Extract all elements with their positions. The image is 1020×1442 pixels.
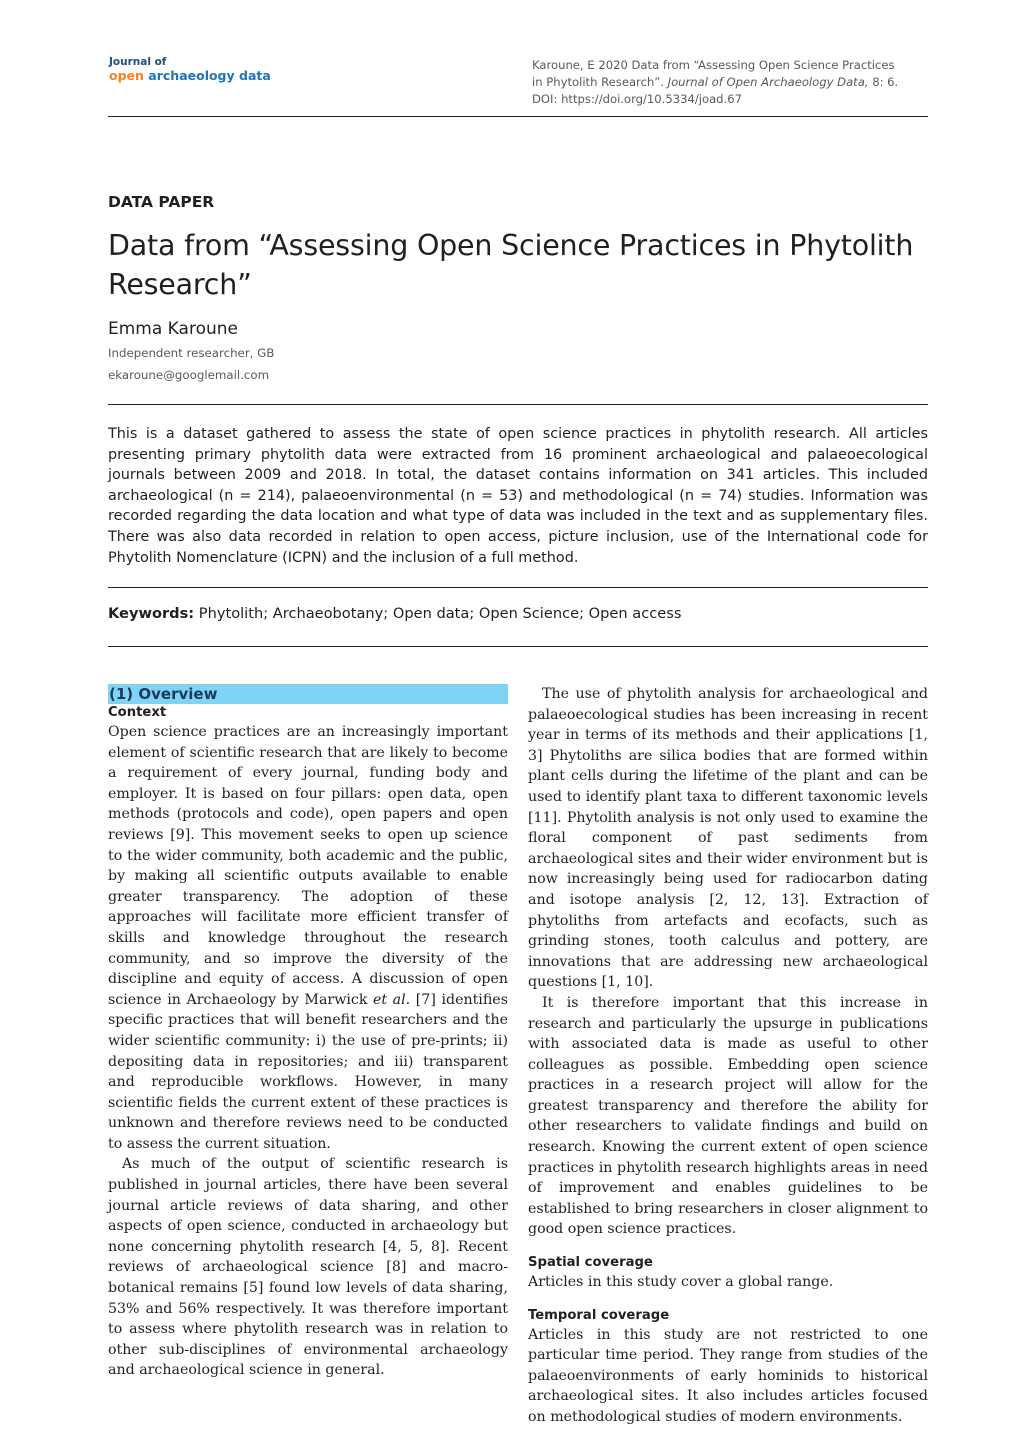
spatial-coverage-text: Articles in this study cover a global range. bbox=[528, 1274, 834, 1291]
logo-line2 bbox=[109, 69, 271, 82]
context-paragraph-2: As much of the output of scientific research is published in journal articles, there have been several journal article reviews of data sharing, and other aspects of open science, conducted in archaeology but none concerning phytolith research [4, 5, 8]. Recent reviews of archaeological science [8] and macro-botanical remains [5] found low levels of data sharing, 53% and 56% respectively. It was therefore important to assess where phytolith research was in relation to other sub-disciplines of environmental archaeology and archaeological science in general. bbox=[108, 1156, 508, 1379]
context-p1-b: [7] identifies specific practices that will benefit researchers and the wider scientific community: i) the use of pre-prints; ii) depositing data in repositories; and iii) transparent and reproducible workflows. However, in many scientific fields the current extent of these practices is unknown and therefore reviews need to be conducted to assess the current situation. bbox=[108, 991, 508, 1152]
paper-title: Data from “Assessing Open Science Practices in Phytolith Research” bbox=[108, 229, 914, 301]
context-p1-etal: et al. bbox=[373, 991, 411, 1008]
subheading-spatial-coverage: Spatial coverage bbox=[528, 1255, 653, 1271]
citation-line2-b: 8: 6. bbox=[868, 75, 899, 89]
temporal-coverage-text: Articles in this study are not restricted to one particular time period. They range from studies of the palaeoenvironments of early hominids to historical archaeological sites. It also includes articles focused on methodological studies of modern environments. bbox=[528, 1326, 928, 1425]
citation-doi-link[interactable]: DOI: https://doi.org/10.5334/joad.67 bbox=[532, 92, 742, 106]
author-name: Emma Karoune bbox=[108, 319, 238, 339]
citation-line2 bbox=[532, 74, 932, 91]
context-paragraph-1 bbox=[108, 722, 508, 1154]
logo-rest: archaeology data bbox=[148, 68, 271, 83]
context-paragraph-4: It is therefore important that this increase in research and particularly the upsurge in publications with associated data is made as useful to other colleagues as possible. Embedding open science practices in a research project will allow for the greatest transparency and therefore the ability for other researchers to validate findings and build on research. Knowing the current extent of open science practices in phytolith research highlights areas in need of improvement and enables guidelines to be established to bring researchers in closer alignment to good open science practices. bbox=[528, 994, 928, 1238]
keywords-divider bbox=[108, 646, 928, 647]
left-column bbox=[108, 684, 508, 1381]
spacer bbox=[528, 1293, 928, 1307]
citation bbox=[532, 57, 932, 108]
section-heading-overview: (1) Overview bbox=[108, 684, 508, 704]
logo-line1: Journal of bbox=[109, 56, 167, 68]
abstract-top-divider bbox=[108, 404, 928, 405]
citation-line2-a: in Phytolith Research”. bbox=[532, 75, 668, 89]
citation-journal: Journal of Open Archaeology Data, bbox=[667, 75, 869, 89]
keywords-list: Phytolith; Archaeobotany; Open data; Open Science; Open access bbox=[194, 605, 682, 622]
author-email[interactable]: ekaroune@googlemail.com bbox=[108, 368, 270, 382]
subheading-context: Context bbox=[108, 705, 167, 720]
citation-line1: Karoune, E 2020 Data from “Assessing Open Science Practices bbox=[532, 58, 895, 72]
context-paragraph-3: The use of phytolith analysis for archaeological and palaeoecological studies has been increasing in recent year in terms of its methods and their applications [1, 3] Phytoliths are silica bodies that are formed within plant cells during the lifetime of the plant and can be used to identify plant taxa to different taxonomic levels [11]. Phytolith analysis is not only used to examine the floral component of past sediments from archaeological sites and their wider environment but is now increasingly being used for radiocarbon dating and isotope analysis [2, 12, 13]. Extraction of phytoliths from artefacts and ecofacts, such as grinding stones, tooth calculus and pottery, are innovations that are addressing new archaeological questions [1, 10]. bbox=[528, 686, 928, 991]
keywords-label: Keywords: bbox=[108, 605, 195, 622]
author-affiliation: Independent researcher, GB bbox=[108, 346, 275, 360]
paper-type: DATA PAPER bbox=[108, 193, 215, 211]
header-divider bbox=[108, 116, 928, 117]
right-column bbox=[528, 684, 928, 1428]
spacer bbox=[528, 1240, 928, 1254]
subheading-temporal-coverage: Temporal coverage bbox=[528, 1307, 670, 1323]
context-p1-a: Open science practices are an increasingly important element of scientific research that are likely to become a requirement of every journal, funding body and employer. It is based on four pillars: open data, open methods (protocols and code), open papers and open reviews [9]. This movement seeks to open up science to the wider community, both academic and the public, by making all scientific outputs available to enable greater transparency. The adoption of these approaches will facilitate more efficient transfer of skills and knowledge throughout the research community, and so improve the diversity of the discipline and equity of access. A discussion of open science in Archaeology by Marwick bbox=[108, 724, 508, 1008]
journal-logo[interactable] bbox=[109, 56, 271, 82]
abstract: This is a dataset gathered to assess the state of open science practices in phytolith research. All articles presenting primary phytolith data were extracted from 16 prominent archaeological and palaeoecological journals between 2009 and 2018. In total, the dataset contains information on 341 articles. This included archaeological (n = 214), palaeoenvironmental (n = 53) and methodological (n = 74) studies. Information was recorded regarding the data location and what type of data was included in the text and as supplementary files. There was also data recorded in relation to open access, picture inclusion, use of the International code for Phytolith Nomenclature (ICPN) and the inclusion of a full method. bbox=[108, 426, 928, 566]
keywords bbox=[108, 605, 681, 622]
abstract-bottom-divider bbox=[108, 587, 928, 588]
logo-open: open bbox=[109, 68, 144, 83]
